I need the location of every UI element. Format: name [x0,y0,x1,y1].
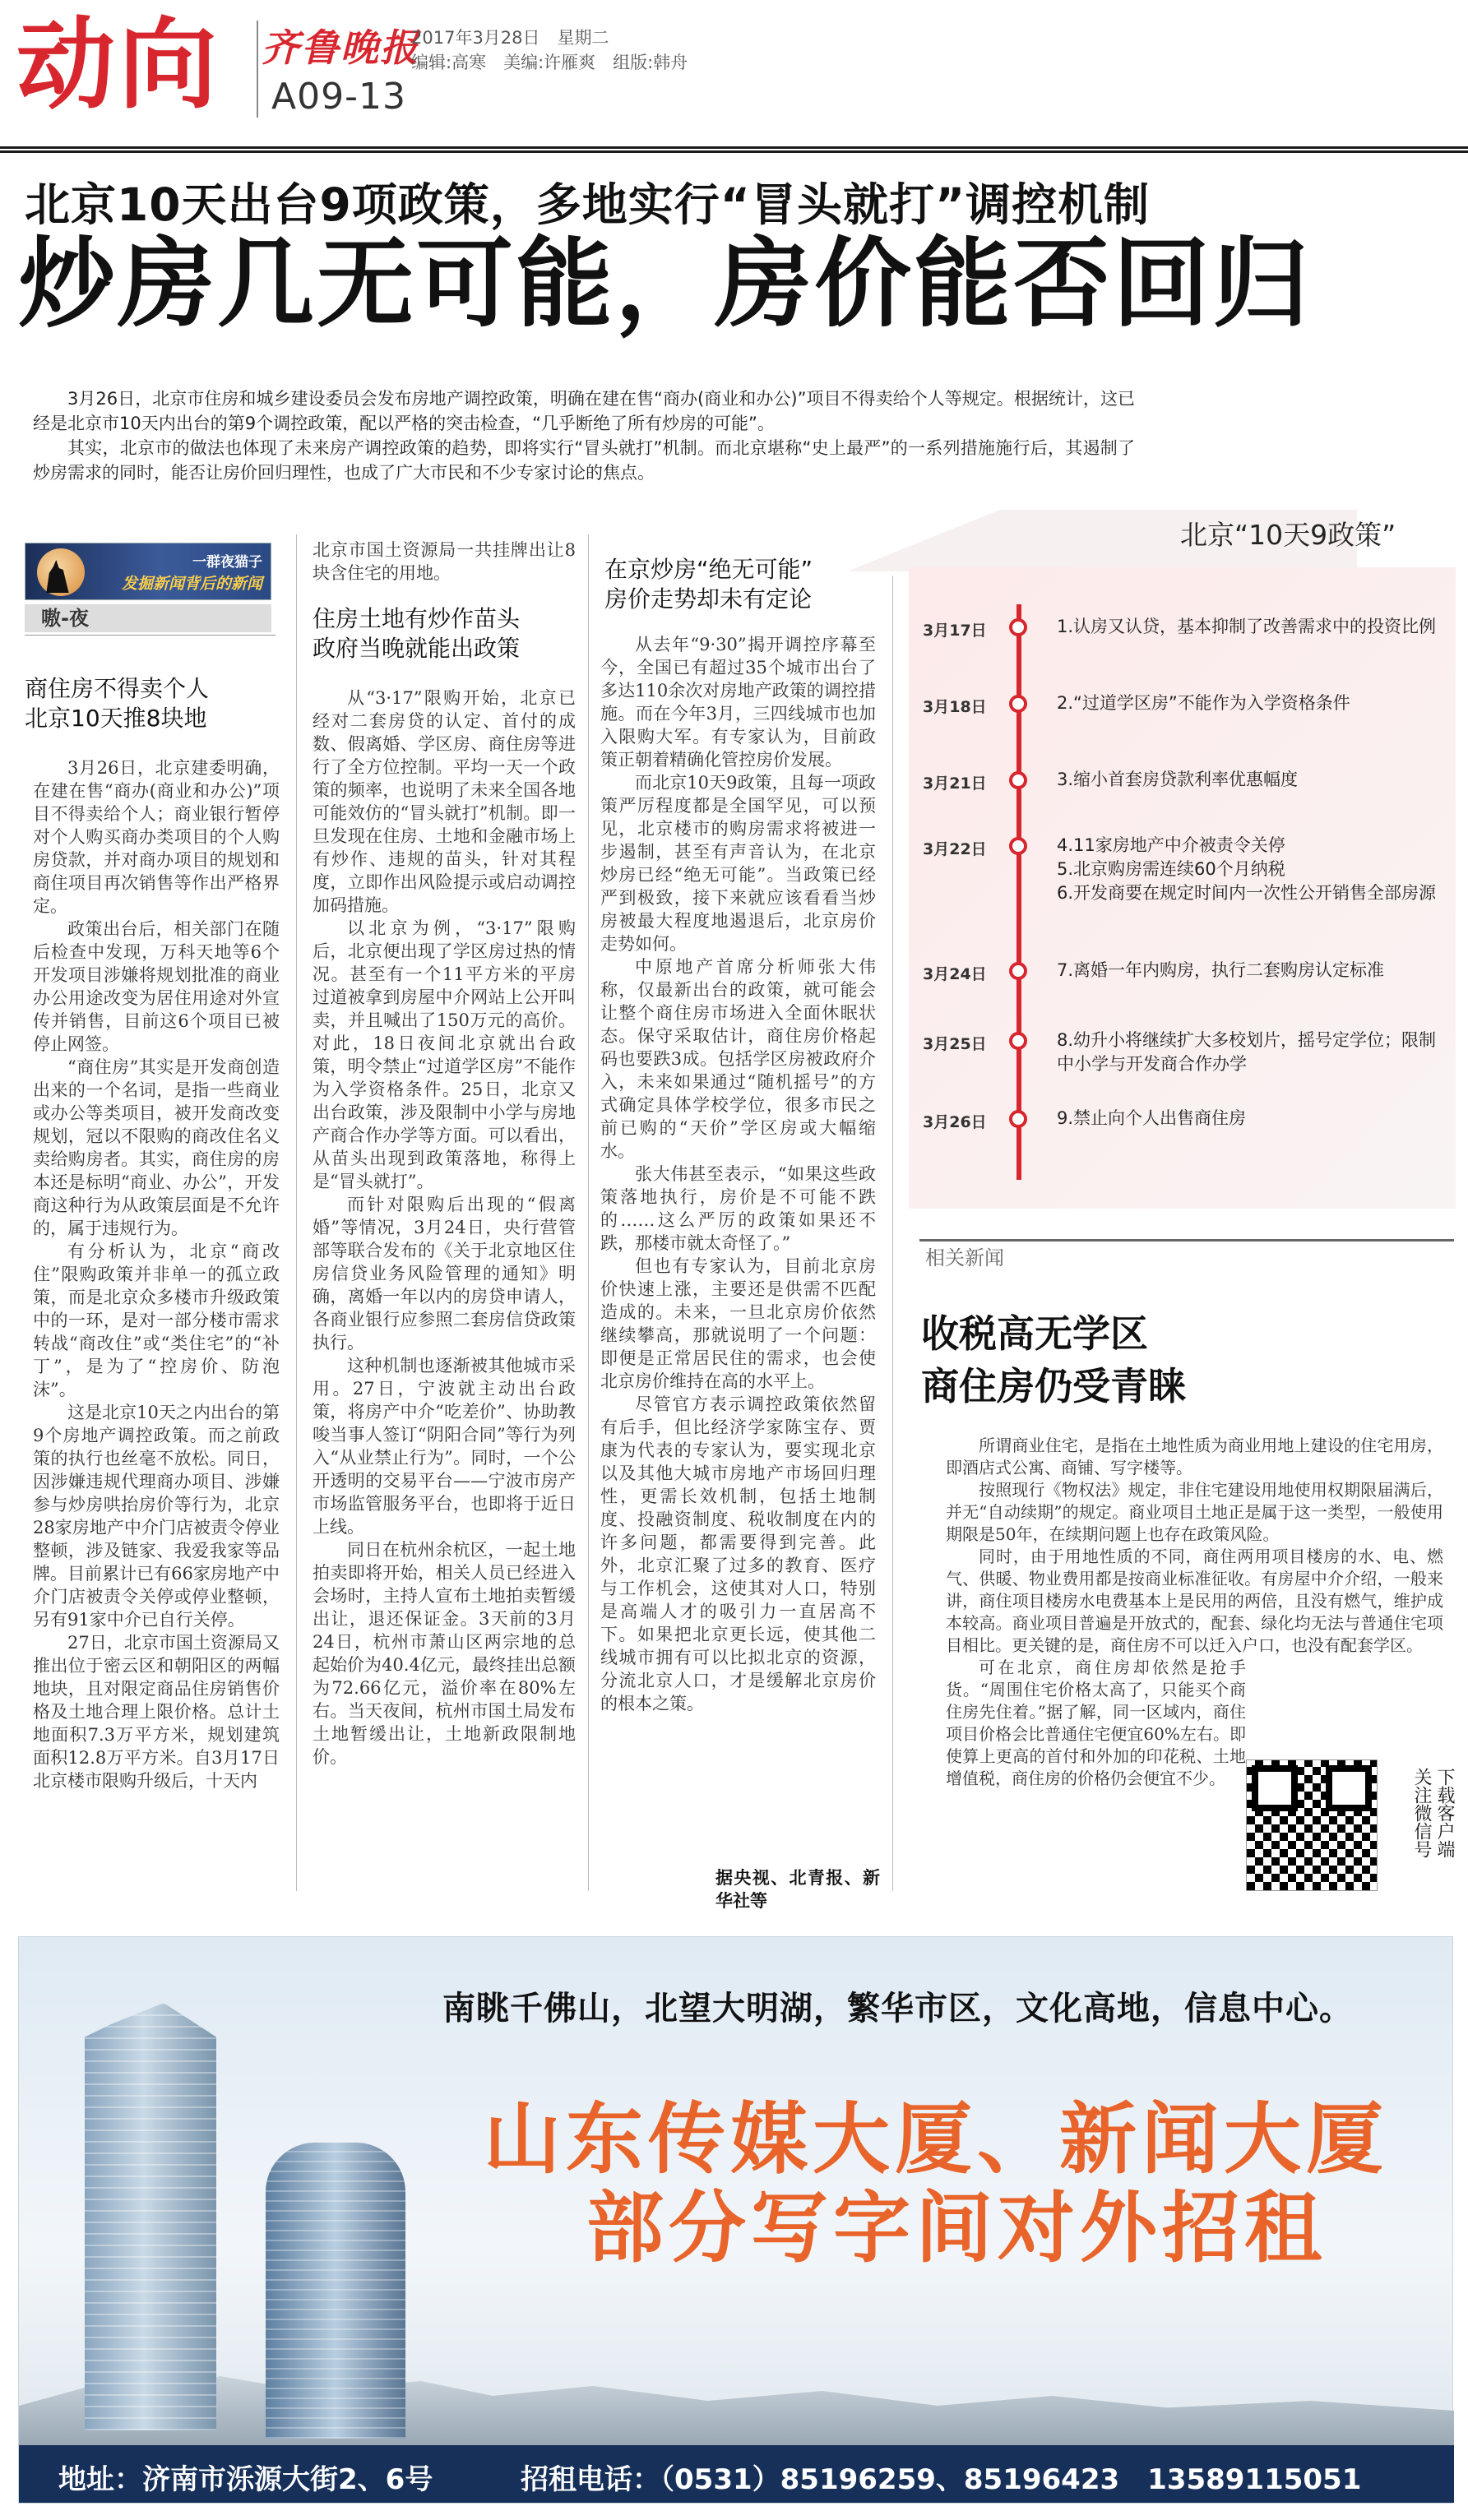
tower-building-image [85,2003,216,2430]
related-paragraph: 可在北京，商住房却依然是抢手货。“周围住宅价格太高了，只能买个商住房先住着。”据了解，同一区域内，商住项目价格会比普通住宅便宜60%左右。即使算上更高的首付和外加的印花税、土地增值税，商住房的价格仍会便宜不少。 [946,1658,1246,1788]
timeline-text: 1.认房又认贷，基本抑制了改善需求中的投资比例 [1057,617,1437,636]
timeline-dot [1009,771,1027,789]
timeline-text: 9.禁止向个人出售商住房 [1057,1108,1247,1128]
article3-body [600,633,876,1870]
publication-date: 2017年3月28日 星期二 [411,28,609,48]
article3-paragraph: 张大伟甚至表示，“如果这些政策落地执行，房价是不可能不跌的……这么严厉的政策如果还不跌，那楼市就太奇怪了。” [600,1164,876,1253]
timeline-text: 2.“过道学区房”不能作为入学资格条件 [1057,693,1350,713]
related-paragraph: 所谓商业住宅，是指在土地性质为商业用地上建设的住宅用房，即酒店式公寓、商铺、写字楼等。 [946,1436,1443,1477]
qr-caption: 下载客户端 关注微信号 [1411,1768,1455,1858]
lead-paragraph: 其实，北京市的做法也体现了未来房产调控政策的趋势，即将实行“冒头就打”机制。而北京堪称“史上最严”的一系列措施施行后，其遏制了炒房需求的同时，能否让房价回归理性，也成了广大市民和不少专家讨论的焦点。 [33,438,1135,483]
ad-contact-bar [19,2445,1454,2503]
timeline-bar [1016,604,1021,1180]
section-name: 动向 [16,8,220,123]
article2-headline: 住房土地有炒作苗头 政府当晚就能出政策 [313,605,521,662]
column-tagline: 一群夜猫子 [192,554,262,571]
article2-paragraph: 同日在杭州余杭区，一起土地拍卖即将开始，相关人员已经进入会场时，主持人宣布土地拍卖暂缓出让，退还保证金。3天前的3月24日，杭州市萧山区两宗地的总起始价为40.4亿元，最终挂出总额为72.66亿元，溢价率在80%左右。当天夜间，杭州市国土局发布土地暂缓出让，土地新政限制地价。 [313,1540,576,1767]
column-name: 嗷-夜 [25,604,271,632]
article1-paragraph: 政策出台后，相关部门在随后检查中发现，万科天地等6个开发项目涉嫌将规划批准的商业办公用途改变为居住用途对外宣传并销售，目前这6个项目已被停止网签。 [33,919,280,1054]
related-paragraph: 按照现行《物权法》规定，非住宅建设用地使用权期限届满后，并无“自动续期”的规定。商业项目土地正是属于这一类型，一般使用期限是50年，在续期问题上也存在政策风险。 [946,1480,1443,1544]
article3-headline: 在京炒房“绝无可能” 房价走势却未有定论 [604,556,813,613]
ad-phone[interactable]: 招租电话：（0531）85196259、85196423 13589115051 [521,2463,1362,2496]
lead-paragraphs [33,386,1135,485]
article2-paragraph: 这种机制也逐渐被其他城市采用。27日，宁波就主动出台政策，将房产中介“吃差价”、协助教唆当事人签订“阴阳合同”等行为列入“从业禁止行为”。同时，一个公开透明的交易平台——宁波市房产市场监管服务平台，也即将于近日上线。 [313,1356,576,1537]
article1-headline: 商住房不得卖个人 北京10天推8块地 [25,675,210,732]
ad-headline: 山东传媒大厦、新闻大厦 [484,2095,1389,2185]
lead-paragraph: 3月26日，北京市住房和城乡建设委员会发布房地产调控政策，明确在建在售“商办(商业和办公)”项目不得卖给个人等规定。根据统计，这已经是北京市10天内出台的第9个调控政策，配以严格的突击检查，“几乎断绝了所有炒房的可能”。 [33,389,1135,433]
page-number: A09-13 [271,76,406,118]
article2-paragraph: 从“3·17”限购开始，北京已经对二套房贷的认定、首付的成数、假离婚、学区房、商住房等进行了全方位控制。平均一天一个政策的频率，也说明了未来全国各地可能效仿的“冒头就打”机制。即一旦发现在住房、土地和金融市场上有炒作、违规的苗头，针对其程度，立即作出风险提示或启动调控加码措施。 [313,688,576,915]
timeline-dot [1009,1110,1027,1128]
related-news-label: 相关新闻 [925,1246,1004,1269]
timeline-dot [1009,618,1027,636]
city-skyline [19,2347,1454,2445]
article1-paragraph: 有分析认为，北京“商改住”限购政策并非单一的孤立政策，而是北京众多楼市升级政策中的一环，是对一部分楼市需求转战“商改住”或“类住宅”的“补丁”，是为了“控房价、防泡沫”。 [33,1242,280,1399]
timeline-date: 3月18日 [923,698,987,716]
top-rule [0,146,1468,153]
column-rule [25,635,276,636]
article1-paragraph: 3月26日，北京建委明确，在建在售“商办(商业和办公)”项目不得卖给个人；商业银行暂停对个人购买商办类项目的个人购房贷款，并对商办项目的规划和商住项目再次销售等作出严格界定。 [33,758,280,916]
article2-intro-text: 北京市国土资源局一共挂牌出让8块含住宅的用地。 [313,540,576,583]
column-divider [892,576,893,1891]
masthead [0,0,1468,132]
related-headline: 收税高无学区 商住房仍受青睐 [921,1311,1186,1408]
timeline-dot [1009,695,1027,713]
article1-paragraph: 这是北京10天之内出台的第9个房地产调控政策。而之前政策的执行也丝毫不放松。同日，因涉嫌违规代理商办项目、涉嫌参与炒房哄抬房价等行为，北京28家房地产中介门店被责令停业整顿，涉及链家、我爱我家等品牌。目前累计已有66家房地产中介门店被责令关停或停业整顿，另有91家中介已自行关停。 [33,1403,280,1630]
article2-paragraph: 以北京为例，“3·17”限购后，北京便出现了学区房过热的情况。甚至有一个11平方米的平房过道被拿到房屋中介网站上公开叫卖，并且喊出了150万元的高价。对此，18日夜间北京就出台政策，明令禁止“过道学区房”不能作为入学资格条件。25日，北京又出台政策，涉及限制中小学与房地产商合作办学等方面。可以看出，从苗头出现到政策落地，称得上是“冒头就打”。 [313,918,576,1191]
article1-body [33,756,280,1899]
ad-subheadline: 部分写字间对外招租 [586,2184,1327,2273]
column-divider [588,534,589,1891]
timeline-title: 北京“10天9政策” [1180,519,1396,551]
timeline-date: 3月21日 [923,774,987,793]
timeline-date: 3月26日 [923,1113,987,1131]
advertisement[interactable] [18,1936,1453,2504]
media-building-image [266,2143,405,2439]
article3-paragraph: 尽管官方表示调控政策依然留有后手，但比经济学家陈宝存、贾康为代表的专家认为，要实现北京以及其他大城市房地产市场回归理性，更需长效机制，包括土地制度、投融资制度、税收制度在内的许多问题，都需要得到完善。此外，北京汇聚了过多的教育、医疗与工作机会，这使其对人口，特别是高端人才的吸引力一直居高不下。如果把北京更长远，使其他二线城市拥有可以比拟北京的资源，分流北京人口，才是缓解北京房价的根本之策。 [600,1394,876,1713]
ad-address: 地址：济南市泺源大街2、6号 [58,2463,433,2496]
column-subtagline: 发掘新闻背后的新闻 [121,575,262,593]
masthead-divider [257,21,258,118]
article1-paragraph: “商住房”其实是开发商创造出来的一个名词，是指一些商业或办公等类项目，被开发商改变规划，冠以不限购的商改住名义卖给购房者。其实，商住房的房本还是标明“商业、办公”，开发商这种行为从政策层面是不允许的，属于违规行为。 [33,1057,280,1238]
timeline-date: 3月22日 [923,840,987,858]
staff-credits: 编辑:高寒 美编:许雁爽 组版:韩舟 [411,53,688,72]
qr-code[interactable] [1246,1759,1378,1891]
related-paragraph: 同时，由于用地性质的不同，商住两用项目楼房的水、电、燃气、供暖、物业费用都是按商业标准征收。有房屋中介介绍，一般来讲，商住项目楼房水电费基本上是民用的两倍，且没有燃气，维护成本较高。商业项目普遍是开放式的，配套、绿化均无法与普通住宅项目相比。更关键的是，商住房不可以迁入户口，也没有配套学区。 [946,1547,1443,1655]
article2-body [313,687,576,1899]
timeline-dot [1009,1032,1027,1050]
article3-paragraph: 但也有专家认为，目前北京房价快速上涨，主要还是供需不匹配造成的。未来，一旦北京房价依然继续攀高，那就说明了一个问题：即便是正常居民住的需求，也会使北京房价维持在高的水平上。 [600,1256,876,1391]
article2-paragraph: 而针对限购后出现的“假离婚”等情况，3月24日，央行营管部等联合发布的《关于北京地区住房信贷业务风险管理的通知》明确，离婚一年以内的房贷申请人，各商业银行应参照二套房信贷政策执行。 [313,1195,576,1352]
main-headline: 炒房几无可能，房价能否回归 [18,227,1313,340]
timeline-text: 7.离婚一年内购房，执行二套购房认定标准 [1057,960,1385,980]
timeline-text: 4.11家房地产中介被责令关停 5.北京购房需连续60个月纳税 6.开发商要在规定时间内一次性公开销售全部房源 [1057,835,1437,903]
paper-logo: 齐鲁晚报 [262,25,419,70]
article2-intro [313,539,576,588]
article3-paragraph: 从去年“9·30”揭开调控序幕至今，全国已有超过35个城市出台了多达110余次对房地产政策的调控措施。而在今年3月，三四线城市也加入限购大军。有专家认为，目前政策正朝着精确化管控房价发展。 [600,635,876,770]
article3-credit: 据央视、北青报、新华社等 [715,1867,880,1911]
column-divider [296,534,297,1891]
timeline-date: 3月25日 [923,1035,987,1053]
article3-paragraph: 而北京10天9政策，且每一项政策严厉程度都是全国罕见，可以预见，北京楼市的购房需求将被进一步遏制，甚至有声音认为，在北京炒房已经“绝无可能”。当政策已经严到极致，接下来就应该看看当炒房被最大程度地遏退后，北京房价走势如何。 [600,773,876,954]
timeline-dot [1009,962,1027,980]
ad-slogan: 南眺千佛山，北望大明湖，繁华市区，文化高地，信息中心。 [442,1990,1353,2028]
headline-kicker: 北京10天出台9项政策，多地实行“冒头就打”调控机制 [25,178,1151,231]
article3-paragraph: 中原地产首席分析师张大伟称，仅最新出台的政策，就可能会让整个商住房市场进入全面休眠状态。保守采取估计，商住房价格起码也要跌3成。包括学区房被政府介入，未来如果通过“随机摇号”的方式确定具体学校学位，很多市民之前已购的“天价”学区房或大幅缩水。 [600,957,876,1161]
timeline-date: 3月17日 [923,622,987,640]
article1-paragraph: 27日，北京市国土资源局又推出位于密云区和朝阳区的两幅地块，且对限定商品住房销售价格及土地合理上限价格。总计土地面积7.3万平方米，规划建筑面积12.8万平方米。自3月17日北京楼市限购升级后，十天内 [33,1633,280,1791]
timeline-date: 3月24日 [923,965,987,983]
timeline-text: 3.缩小首套房贷款利率优惠幅度 [1057,770,1299,789]
timeline-dot [1009,837,1027,855]
column-banner [25,543,271,600]
timeline-text: 8.幼升小将继续扩大多校划片，摇号定学位；限制中小学与开发商合作办学 [1057,1030,1437,1074]
